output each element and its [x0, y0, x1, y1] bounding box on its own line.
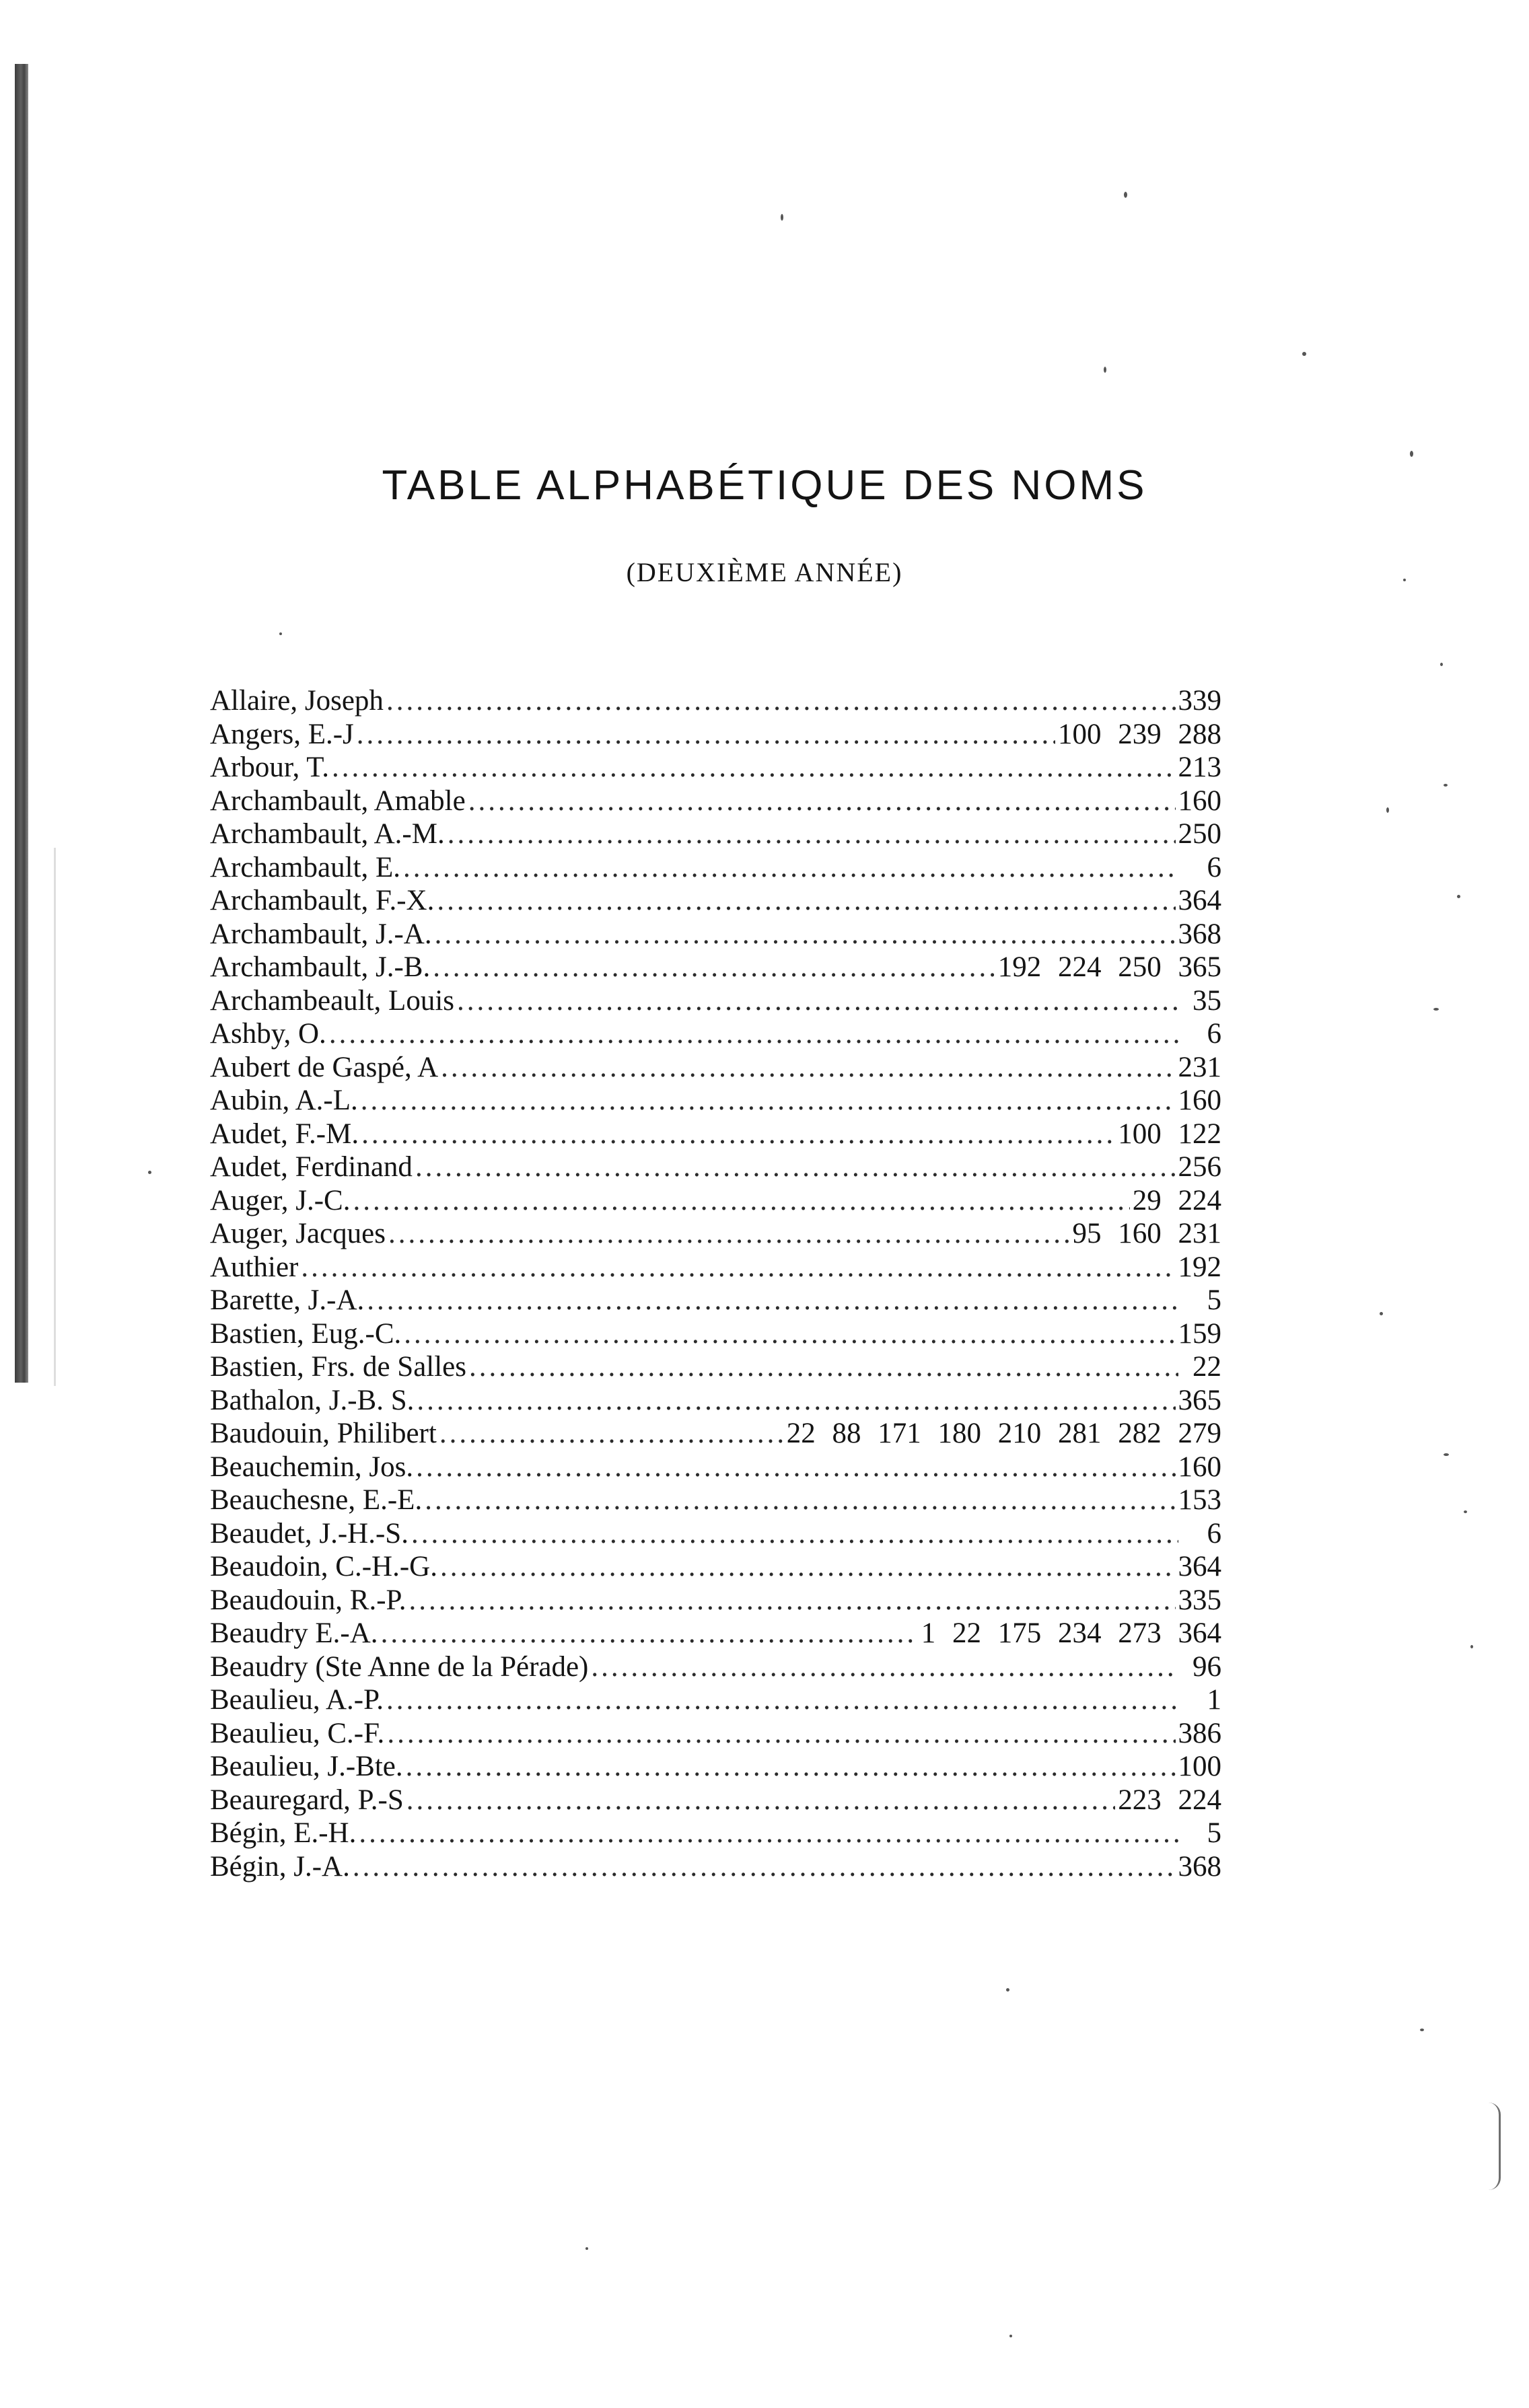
- entry-name: Archambault, A.-M.: [210, 818, 445, 850]
- scan-speck: [1386, 807, 1389, 813]
- entry-name: Arbour, T.: [210, 752, 330, 783]
- entry-name: Audet, F.-M.: [210, 1118, 359, 1150]
- index-entry: [210, 1451, 1221, 1484]
- scan-speck: [1302, 352, 1306, 356]
- entry-name: Audet, Ferdinand: [210, 1151, 413, 1183]
- dot-leader: [386, 684, 1176, 718]
- entry-page-numbers: 192: [1178, 1251, 1221, 1283]
- scan-speck: [1104, 367, 1106, 373]
- dot-leader: [359, 1817, 1178, 1850]
- index-entry: [210, 1417, 1221, 1451]
- entry-page-numbers: 364: [1178, 1551, 1221, 1582]
- entry-page-numbers: 1: [1207, 1684, 1221, 1716]
- entry-name: Bastien, Eug.-C.: [210, 1317, 402, 1350]
- scan-speck: [1380, 1312, 1383, 1315]
- dot-leader: [332, 751, 1175, 785]
- index-entry: [210, 984, 1221, 1018]
- entry-page-numbers: 29 224: [1132, 1184, 1221, 1216]
- index-entry: [210, 1683, 1221, 1717]
- index-entry: [210, 1484, 1221, 1517]
- dot-leader: [417, 1384, 1175, 1418]
- entry-name: Archambault, J.-B.: [210, 951, 431, 983]
- index-entry: [210, 1784, 1221, 1817]
- entry-name: Archambault, J.-A.: [210, 918, 432, 950]
- index-entry: [210, 1550, 1221, 1584]
- entry-page-numbers: 160: [1178, 1085, 1221, 1116]
- dot-leader: [433, 951, 995, 984]
- index-entry: [210, 951, 1221, 984]
- scan-speck: [1457, 895, 1460, 898]
- index-entry: [210, 1217, 1221, 1251]
- scan-speck: [1464, 1510, 1467, 1513]
- dot-leader: [403, 851, 1178, 885]
- entry-name: Beaudouin, R.-P.: [210, 1584, 406, 1616]
- index-entry: [210, 1617, 1221, 1650]
- index-entry: [210, 785, 1221, 818]
- dot-leader: [381, 1617, 919, 1650]
- entry-name: Auger, J.-C.: [210, 1184, 351, 1216]
- index-entry: [210, 1118, 1221, 1151]
- entry-name: Bathalon, J.-B. S.: [210, 1384, 415, 1416]
- scan-speck: [1006, 1988, 1009, 1992]
- entry-name: Archambault, F.-X.: [210, 885, 435, 916]
- entry-name: Barette, J.-A.: [210, 1284, 365, 1316]
- entry-name: Aubin, A.-L.: [210, 1085, 358, 1116]
- scan-speck: [1444, 1453, 1449, 1456]
- entry-name: Ashby, O.: [210, 1018, 326, 1050]
- index-entry: [210, 1584, 1221, 1617]
- entry-name: Bégin, E.-H.: [210, 1817, 357, 1849]
- dot-leader: [435, 918, 1176, 951]
- scan-speck: [1403, 579, 1406, 581]
- entry-name: Authier: [210, 1251, 299, 1283]
- dot-leader: [406, 1784, 1115, 1817]
- dot-leader: [425, 1484, 1175, 1517]
- index-entry: [210, 817, 1221, 851]
- entry-page-numbers: 35: [1193, 984, 1221, 1017]
- entry-name: Allaire, Joseph: [210, 685, 384, 717]
- page-subtitle: (DEUXIÈME ANNÉE): [626, 557, 903, 587]
- scan-speck: [1444, 784, 1448, 787]
- dot-leader: [408, 1584, 1175, 1617]
- entry-page-numbers: 159: [1178, 1317, 1221, 1350]
- scan-speck: [148, 1171, 151, 1174]
- entry-name: Archambault, Amable: [210, 785, 466, 817]
- index-entry: [210, 1817, 1221, 1850]
- entry-page-numbers: 386: [1178, 1717, 1221, 1749]
- index-entry: [210, 1750, 1221, 1784]
- entry-name: Auger, Jacques: [210, 1218, 386, 1249]
- index-entry: [210, 1284, 1221, 1317]
- entry-page-numbers: 6: [1207, 851, 1221, 883]
- index-entry: [210, 1517, 1221, 1551]
- dot-leader: [415, 1151, 1176, 1184]
- entry-name: Bégin, J.-A.: [210, 1850, 350, 1883]
- index-entry: [210, 1317, 1221, 1351]
- dot-leader: [439, 1417, 784, 1451]
- dot-leader: [457, 984, 1178, 1018]
- entry-name: Beaudet, J.-H.-S.: [210, 1517, 408, 1549]
- entry-page-numbers: 6: [1207, 1517, 1221, 1549]
- dot-leader: [469, 1350, 1178, 1384]
- index-entry: [210, 1650, 1221, 1684]
- dot-leader: [404, 1317, 1175, 1351]
- entry-page-numbers: 192 224 250 365: [997, 951, 1221, 983]
- dot-leader: [367, 1284, 1178, 1317]
- scan-speck: [585, 2247, 588, 2250]
- entry-name: Beaudry (Ste Anne de la Pérade): [210, 1650, 589, 1683]
- scan-speck: [1124, 192, 1127, 198]
- entry-name: Beauregard, P.-S: [210, 1784, 404, 1816]
- entry-name: Beauchesne, E.-E.: [210, 1484, 423, 1516]
- entry-page-numbers: 160: [1178, 1451, 1221, 1483]
- index-entry: [210, 1017, 1221, 1051]
- entry-name: Beaulieu, A.-P.: [210, 1684, 384, 1716]
- dot-leader: [411, 1517, 1178, 1551]
- index-entry: [210, 1384, 1221, 1418]
- index-entry: [210, 884, 1221, 918]
- page-title: TABLE ALPHABÉTIQUE DES NOMS: [382, 462, 1147, 509]
- index-entry: [210, 751, 1221, 785]
- index-entry: [210, 718, 1221, 752]
- entry-page-numbers: 6: [1207, 1018, 1221, 1050]
- dot-leader: [301, 1251, 1175, 1284]
- entry-page-numbers: 368: [1178, 1850, 1221, 1883]
- dot-leader: [441, 1051, 1175, 1085]
- dot-leader: [361, 1084, 1176, 1118]
- index-entry: [210, 1151, 1221, 1184]
- dot-leader: [591, 1650, 1178, 1684]
- dot-leader: [416, 1451, 1175, 1484]
- dot-leader: [448, 817, 1176, 851]
- entry-page-numbers: 22 88 171 180 210 281 282 279: [786, 1418, 1221, 1449]
- entry-name: Beaulieu, C.-F.: [210, 1717, 385, 1749]
- dot-leader: [437, 884, 1175, 918]
- entry-name: Beaulieu, J.-Bte.: [210, 1751, 403, 1782]
- index-entry: [210, 1184, 1221, 1218]
- entry-page-numbers: 223 224: [1118, 1784, 1221, 1816]
- entry-name: Archambeault, Louis: [210, 984, 455, 1017]
- scan-speck: [1433, 1008, 1439, 1011]
- index-entry: [210, 1251, 1221, 1284]
- entry-page-numbers: 364: [1178, 885, 1221, 916]
- entry-page-numbers: 5: [1207, 1284, 1221, 1316]
- entry-name: Bastien, Frs. de Salles: [210, 1351, 466, 1383]
- entry-page-numbers: 100 122: [1118, 1118, 1221, 1150]
- entry-page-numbers: 5: [1207, 1817, 1221, 1849]
- dot-leader: [386, 1683, 1178, 1717]
- scan-speck: [1410, 451, 1413, 457]
- scan-speck: [1009, 2335, 1012, 2337]
- entry-page-numbers: 153: [1178, 1484, 1221, 1516]
- entry-name: Aubert de Gaspé, A: [210, 1051, 439, 1083]
- entry-name: Beaudry E.-A.: [210, 1617, 378, 1649]
- index-entry: [210, 684, 1221, 718]
- name-index-list: [210, 684, 1221, 1883]
- index-entry: [210, 1051, 1221, 1085]
- entry-page-numbers: 335: [1178, 1584, 1221, 1616]
- index-entry: [210, 1084, 1221, 1118]
- entry-name: Beaudoin, C.-H.-G.: [210, 1551, 437, 1582]
- scan-speck: [781, 214, 783, 221]
- entry-page-numbers: 231: [1178, 1051, 1221, 1083]
- entry-page-numbers: 368: [1178, 918, 1221, 950]
- index-entry: [210, 918, 1221, 951]
- dot-leader: [387, 1717, 1175, 1751]
- binding-edge-shadow: [15, 64, 28, 1383]
- dot-leader: [388, 1217, 1070, 1251]
- index-entry: [210, 1850, 1221, 1884]
- dot-leader: [440, 1550, 1176, 1584]
- entry-page-numbers: 213: [1178, 752, 1221, 783]
- scan-speck: [1420, 2029, 1424, 2031]
- entry-page-numbers: 365: [1178, 1384, 1221, 1416]
- dot-leader: [353, 1184, 1129, 1218]
- dot-leader: [353, 1850, 1176, 1884]
- index-entry: [210, 1717, 1221, 1751]
- dot-leader: [329, 1017, 1178, 1051]
- entry-page-numbers: 339: [1178, 685, 1221, 717]
- entry-page-numbers: 1 22 175 234 273 364: [921, 1617, 1221, 1649]
- dot-leader: [468, 785, 1176, 818]
- entry-page-numbers: 100: [1178, 1751, 1221, 1782]
- dot-leader: [406, 1750, 1176, 1784]
- index-entry: [210, 851, 1221, 885]
- entry-name: Angers, E.-J: [210, 718, 354, 750]
- index-entry: [210, 1350, 1221, 1384]
- entry-page-numbers: 95 160 231: [1072, 1218, 1221, 1249]
- dot-leader: [357, 718, 1055, 752]
- entry-name: Archambault, E.: [210, 851, 400, 883]
- scan-speck: [279, 632, 282, 635]
- dot-leader: [361, 1118, 1115, 1151]
- entry-page-numbers: 22: [1193, 1351, 1221, 1383]
- entry-page-numbers: 160: [1178, 785, 1221, 817]
- scan-speck: [1440, 663, 1443, 666]
- entry-name: Baudouin, Philibert: [210, 1418, 437, 1449]
- entry-page-numbers: 250: [1178, 818, 1221, 850]
- entry-page-numbers: 256: [1178, 1151, 1221, 1183]
- entry-name: Beauchemin, Jos.: [210, 1451, 414, 1483]
- margin-bracket-mark: [1484, 2103, 1501, 2190]
- binding-edge-line: [54, 848, 56, 1386]
- scan-speck: [1470, 1645, 1473, 1648]
- entry-page-numbers: 96: [1193, 1650, 1221, 1683]
- entry-page-numbers: 100 239 288: [1058, 718, 1221, 750]
